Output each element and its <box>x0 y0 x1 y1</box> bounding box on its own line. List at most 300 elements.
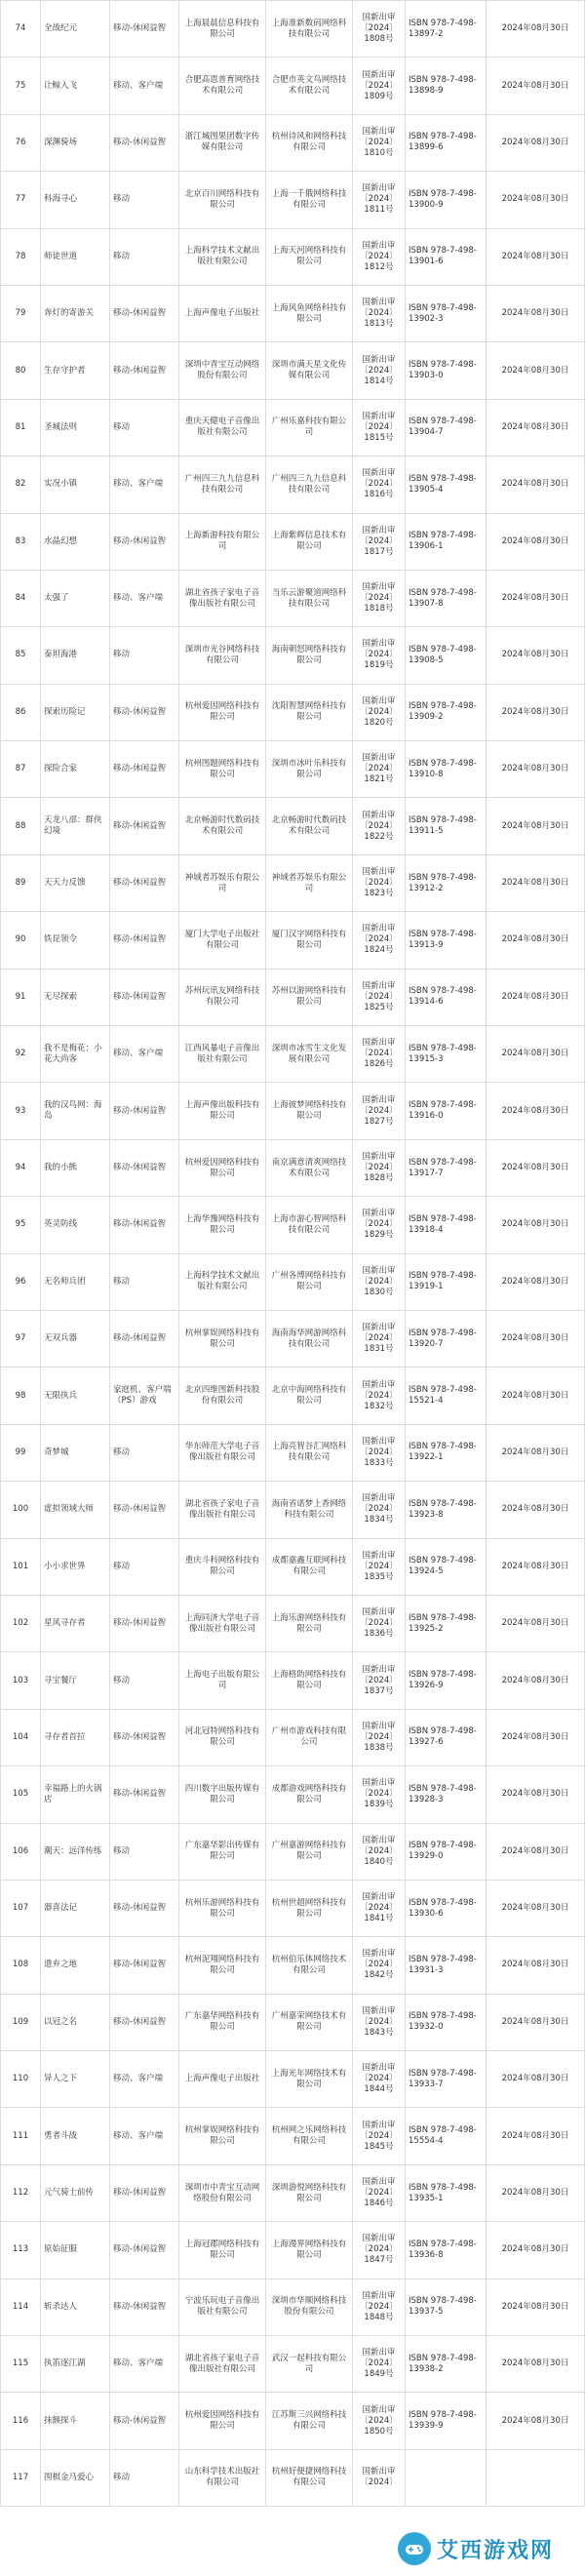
table-cell: 执笛逐江湖 <box>41 2336 110 2393</box>
table-cell: 上海冠郡网络科技有限公司 <box>179 2222 266 2279</box>
table-cell: 96 <box>1 1253 41 1310</box>
table-cell: 移动-休闲益智 <box>110 1994 179 2050</box>
table-cell: 移动 <box>110 1253 179 1310</box>
game-logo-icon <box>398 2532 431 2565</box>
table-cell: 我的小熊 <box>41 1139 110 1196</box>
table-body <box>1 1 585 2507</box>
table-cell: 上海光年网络技术有限公司 <box>266 2051 353 2108</box>
table-cell: 上海晨晨信息科技有限公司 <box>179 1 266 58</box>
table-cell: 全战纪元 <box>41 1 110 58</box>
table-cell: 2024年08月30日 <box>487 1880 585 1936</box>
table-cell: 86 <box>1 684 41 740</box>
table-cell: 95 <box>1 1197 41 1253</box>
table-cell: 无尽探索 <box>41 969 110 1025</box>
table-cell: 湖北省孩子家电子音像出版社有限公司 <box>179 2336 266 2393</box>
table-cell: ISBN 978-7-498-13935-1 <box>406 2164 487 2221</box>
table-cell: 深圳市满天星文化传媒有限公司 <box>266 342 353 399</box>
table-row <box>1 1880 585 1936</box>
table-cell: 上海市游心智网络科技有限公司 <box>266 1197 353 1253</box>
table-cell: 深圳市中青宝互动网络股份有限公司 <box>179 2164 266 2221</box>
table-cell: ISBN 978-7-498-13919-1 <box>406 1253 487 1310</box>
table-cell: 无双兵器 <box>41 1310 110 1367</box>
table-row <box>1 1026 585 1083</box>
table-cell: 国新出审〔2024〕1815号 <box>353 399 406 456</box>
table-cell: 2024年08月30日 <box>487 912 585 969</box>
table-cell: 成都嘉鑫互联网科技有限公司 <box>266 1538 353 1595</box>
table-cell: 上海天河网络科技有限公司 <box>266 228 353 285</box>
table-cell: 广州乐嘉科技有限公司 <box>266 399 353 456</box>
table-cell: 原始征服 <box>41 2222 110 2279</box>
table-cell: ISBN 978-7-498-13899-6 <box>406 114 487 171</box>
table-row <box>1 1139 585 1196</box>
table-cell: 神域者苏娱乐有限公司 <box>179 854 266 911</box>
table-cell: 异人之下 <box>41 2051 110 2108</box>
table-cell: ISBN 978-7-498-13901-6 <box>406 228 487 285</box>
table-cell: 生存守护者 <box>41 342 110 399</box>
table-cell: ISBN 978-7-498-13926-9 <box>406 1652 487 1709</box>
table-cell: 104 <box>1 1709 41 1765</box>
table-cell: ISBN 978-7-498-13915-3 <box>406 1026 487 1083</box>
table-cell: 国新出审〔2024〕1825号 <box>353 969 406 1025</box>
table-cell: 国新出审〔2024〕1820号 <box>353 684 406 740</box>
table-cell: 重庆天健电子音像出版社有限公司 <box>179 399 266 456</box>
table-cell: 杭州世超网络科技有限公司 <box>266 1880 353 1936</box>
table-cell: 广州市游戏科技有限公司 <box>266 1709 353 1765</box>
table-cell: 杭州诗风和网络科技有限公司 <box>266 114 353 171</box>
table-cell: 2024年08月30日 <box>487 2108 585 2164</box>
table-cell: 杭州泥翔网络科技有限公司 <box>179 1937 266 1994</box>
table-cell: 上海华豫网络科技有限公司 <box>179 1197 266 1253</box>
table-cell: 2024年08月30日 <box>487 1310 585 1367</box>
table-cell: 2024年08月30日 <box>487 2393 585 2449</box>
table-row <box>1 2336 585 2393</box>
table-cell: 移动、客户端 <box>110 570 179 626</box>
table-cell: 移动-休闲益智 <box>110 1139 179 1196</box>
table-cell: 2024年08月30日 <box>487 1709 585 1765</box>
table-row <box>1 2393 585 2449</box>
table-cell: 幸福路上的火锅店 <box>41 1766 110 1823</box>
table-cell: 江苏斯三兴网络科技有限公司 <box>266 2393 353 2449</box>
table-cell: 移动-休闲益智 <box>110 798 179 854</box>
table-cell: 圣城法则 <box>41 399 110 456</box>
table-cell: 上海漫界网络科技有限公司 <box>266 2222 353 2279</box>
table-cell: 移动-休闲益智 <box>110 342 179 399</box>
table-cell: ISBN 978-7-498-13907-8 <box>406 570 487 626</box>
table-cell: 国新出审〔2024〕1850号 <box>353 2393 406 2449</box>
table-cell: 116 <box>1 2393 41 2449</box>
table-cell: 移动 <box>110 1538 179 1595</box>
table-cell: ISBN 978-7-498-13897-2 <box>406 1 487 58</box>
table-cell: 2024年08月30日 <box>487 854 585 911</box>
table-cell: 上海声像电子出版社 <box>179 2051 266 2108</box>
table-cell: 移动-休闲益智 <box>110 1766 179 1823</box>
table-cell: ISBN 978-7-498-13911-5 <box>406 798 487 854</box>
table-cell: ISBN 978-7-498-13933-7 <box>406 2051 487 2108</box>
table-cell: 上海科学技术文献出版社有限公司 <box>179 228 266 285</box>
table-row <box>1 798 585 854</box>
table-cell: ISBN 978-7-498-13938-2 <box>406 2336 487 2393</box>
table-cell: 移动 <box>110 1424 179 1481</box>
table-cell: 国新出审〔2024〕1818号 <box>353 570 406 626</box>
table-cell: 移动-休闲益智 <box>110 912 179 969</box>
table-cell: 北京畅游时代数码技术有限公司 <box>266 798 353 854</box>
table-cell: 2024年08月30日 <box>487 1823 585 1880</box>
table-cell: 合肥高恩普育网络技术有限公司 <box>179 58 266 114</box>
table-cell: 以冠之名 <box>41 1994 110 2050</box>
table-cell: 91 <box>1 969 41 1025</box>
table-cell: 2024年08月30日 <box>487 1766 585 1823</box>
table-row <box>1 627 585 684</box>
table-cell: 移动-休闲益智 <box>110 1482 179 1538</box>
table-row <box>1 228 585 285</box>
table-row <box>1 1766 585 1823</box>
table-cell: 重庆斗科网络科技有限公司 <box>179 1538 266 1595</box>
table-cell: 国新出审〔2024〕1848号 <box>353 2279 406 2335</box>
table-cell: 2024年08月30日 <box>487 1 585 58</box>
table-cell: 112 <box>1 2164 41 2221</box>
table-cell: 94 <box>1 1139 41 1196</box>
table-cell: 斩杀达人 <box>41 2279 110 2335</box>
table-cell: 厦门大学电子出版社有限公司 <box>179 912 266 969</box>
table-cell: ISBN 978-7-498-15554-4 <box>406 2108 487 2164</box>
table-cell: 无限执兵 <box>41 1367 110 1424</box>
table-row <box>1 1197 585 1253</box>
table-cell: ISBN 978-7-498-13910-8 <box>406 741 487 798</box>
table-cell: 移动、客户端 <box>110 2336 179 2393</box>
table-cell: 我的汉鸟网：海岛 <box>41 1083 110 1139</box>
table-cell: 2024年08月30日 <box>487 1595 585 1651</box>
table-cell: 移动-休闲益智 <box>110 854 179 911</box>
table-cell: 81 <box>1 399 41 456</box>
table-cell: 北京畅游时代数码技术有限公司 <box>179 798 266 854</box>
table-cell: 四川数字出版传媒有限公司 <box>179 1766 266 1823</box>
table-row <box>1 285 585 341</box>
table-cell: 星风寻存者 <box>41 1595 110 1651</box>
table-cell: 上海亮智谷汇网络科技有限公司 <box>266 1424 353 1481</box>
table-cell: ISBN 978-7-498-13928-3 <box>406 1766 487 1823</box>
table-cell: 上海新游科技有限公司 <box>179 513 266 570</box>
table-cell: ISBN 978-7-498-13918-4 <box>406 1197 487 1253</box>
table-cell <box>406 2449 487 2506</box>
table-cell: 奇梦城 <box>41 1424 110 1481</box>
table-cell: 移动 <box>110 1652 179 1709</box>
table-cell: 移动 <box>110 2449 179 2506</box>
table-row <box>1 2279 585 2335</box>
table-cell: ISBN 978-7-498-13924-5 <box>406 1538 487 1595</box>
table-row <box>1 1994 585 2050</box>
table-cell: 武汉一起科技有限公司 <box>266 2336 353 2393</box>
table-cell: 移动-休闲益智 <box>110 2164 179 2221</box>
table-cell: 移动-休闲益智 <box>110 2222 179 2279</box>
table-row <box>1 456 585 513</box>
table-cell: 无名师兵团 <box>41 1253 110 1310</box>
table-cell: 广州嘉游网络科技有限公司 <box>266 1823 353 1880</box>
table-cell: 2024年08月30日 <box>487 2336 585 2393</box>
table-cell: 北京四维图新科技股份有限公司 <box>179 1367 266 1424</box>
table-cell: 家庭机、客户端（PS）游戏 <box>110 1367 179 1424</box>
watermark-text: 艾西游戏网 <box>437 2537 555 2563</box>
table-cell: 国新出审〔2024〕1842号 <box>353 1937 406 1994</box>
table-cell: 海南省诺梦上香网络科技有限公司 <box>266 1482 353 1538</box>
table-cell: 2024年08月30日 <box>487 1253 585 1310</box>
table-cell: 探险合家 <box>41 741 110 798</box>
table-cell: 国新出审〔2024〕1839号 <box>353 1766 406 1823</box>
table-cell: 98 <box>1 1367 41 1424</box>
table-cell: 杭州图题网络科技有限公司 <box>179 741 266 798</box>
table-cell: 科海寻心 <box>41 172 110 228</box>
table-cell: 我不是梅花：小花大尚客 <box>41 1026 110 1083</box>
table-cell: 寻存者首拉 <box>41 1709 110 1765</box>
table-cell: 上海风鱼网络科技有限公司 <box>266 285 353 341</box>
table-cell: ISBN 978-7-498-13914-6 <box>406 969 487 1025</box>
table-cell: ISBN 978-7-498-13906-1 <box>406 513 487 570</box>
table-cell: 移动、客户端 <box>110 2108 179 2164</box>
table-cell: 移动-休闲益智 <box>110 2279 179 2335</box>
table-cell: 76 <box>1 114 41 171</box>
table-cell: 移动-休闲益智 <box>110 1880 179 1936</box>
table-row <box>1 1823 585 1880</box>
table-cell: 113 <box>1 2222 41 2279</box>
table-cell: 杭州好便捷网络科技有限公司 <box>266 2449 353 2506</box>
table-cell: ISBN 978-7-498-13937-5 <box>406 2279 487 2335</box>
table-cell: 河北冠特网络科技有限公司 <box>179 1709 266 1765</box>
table-cell: 国新出审〔2024〕1814号 <box>353 342 406 399</box>
table-cell: 2024年08月30日 <box>487 285 585 341</box>
table-cell: 110 <box>1 2051 41 2108</box>
table-cell: 宁波乐玩电子音像出版社有限公司 <box>179 2279 266 2335</box>
table-cell: 2024年08月30日 <box>487 513 585 570</box>
table-cell: 神域者苏娱乐有限公司 <box>266 854 353 911</box>
table-cell: 移动-休闲益智 <box>110 1709 179 1765</box>
table-cell: 国新出审〔2024〕1829号 <box>353 1197 406 1253</box>
table-cell: ISBN 978-7-498-13923-8 <box>406 1482 487 1538</box>
table-row <box>1 1083 585 1139</box>
table-row <box>1 969 585 1025</box>
table-cell: ISBN 978-7-498-13927-6 <box>406 1709 487 1765</box>
table-cell: 水晶幻想 <box>41 513 110 570</box>
table-row <box>1 1367 585 1424</box>
table-cell: 85 <box>1 627 41 684</box>
table-cell: 117 <box>1 2449 41 2506</box>
table-cell: 国新出审〔2024〕1830号 <box>353 1253 406 1310</box>
table-cell: 100 <box>1 1482 41 1538</box>
table-cell: 国新出审〔2024〕1844号 <box>353 2051 406 2108</box>
table-cell: 深圳市冰雪生文化发展有限公司 <box>266 1026 353 1083</box>
table-cell: 国新出审〔2024〕1811号 <box>353 172 406 228</box>
table-cell: 合肥市英文鸟网络技术有限公司 <box>266 58 353 114</box>
table-cell: 国新出审〔2024〕1812号 <box>353 228 406 285</box>
table-cell: 2024年08月30日 <box>487 1139 585 1196</box>
table-cell: 国新出审〔2024〕1836号 <box>353 1595 406 1651</box>
table-cell: 2024年08月30日 <box>487 741 585 798</box>
table-cell: 杭州伯乐体网络技术有限公司 <box>266 1937 353 1994</box>
table-cell: 上海同济大学电子音像出版社有限公司 <box>179 1595 266 1651</box>
table-cell: ISBN 978-7-498-13904-7 <box>406 399 487 456</box>
table-row <box>1 1652 585 1709</box>
table-cell: 国新出审〔2024〕1849号 <box>353 2336 406 2393</box>
table-cell: ISBN 978-7-498-13922-1 <box>406 1424 487 1481</box>
table-cell: ISBN 978-7-498-13909-2 <box>406 684 487 740</box>
table-cell: ISBN 978-7-498-13925-2 <box>406 1595 487 1651</box>
table-cell: 国新出审〔2024〕1841号 <box>353 1880 406 1936</box>
table-row <box>1 58 585 114</box>
table-cell: ISBN 978-7-498-15521-4 <box>406 1367 487 1424</box>
table-cell: 国新出审〔2024〕1816号 <box>353 456 406 513</box>
table-row <box>1 1310 585 1367</box>
table-cell: 上海格助网络科技有限公司 <box>266 1652 353 1709</box>
table-cell: 84 <box>1 570 41 626</box>
table-cell: 山东科学技术出版社有限公司 <box>179 2449 266 2506</box>
table-cell: 潮天：远洋传练 <box>41 1823 110 1880</box>
table-cell: 移动 <box>110 228 179 285</box>
table-row <box>1 342 585 399</box>
table-cell: 湖北省孩子家电子音像出版社有限公司 <box>179 570 266 626</box>
table-cell: 国新出审〔2024〕1835号 <box>353 1538 406 1595</box>
table-cell: 移动-休闲益智 <box>110 1197 179 1253</box>
table-cell: 杭州掌娱网络科技有限公司 <box>179 2108 266 2164</box>
table-cell: 87 <box>1 741 41 798</box>
table-cell: 深圳中青宝互动网络股份有限公司 <box>179 342 266 399</box>
table-row <box>1 172 585 228</box>
table-cell: 移动 <box>110 1823 179 1880</box>
table-cell: 国新出审〔2024〕1831号 <box>353 1310 406 1367</box>
table-cell: 上海电子出版有限公司 <box>179 1652 266 1709</box>
table-row <box>1 2108 585 2164</box>
table-row <box>1 2449 585 2506</box>
table-cell: 围棋金马爱心 <box>41 2449 110 2506</box>
table-cell: 82 <box>1 456 41 513</box>
table-cell: 2024年08月30日 <box>487 114 585 171</box>
table-row <box>1 1937 585 1994</box>
table-cell: 江西风暴电子音像出版社有限公司 <box>179 1026 266 1083</box>
table-cell: 移动-休闲益智 <box>110 1 179 58</box>
table-cell: 当乐云游聚道网络科技有限公司 <box>266 570 353 626</box>
table-cell: 国新出审〔2024〕1837号 <box>353 1652 406 1709</box>
table-cell: 80 <box>1 342 41 399</box>
table-cell: 移动-休闲益智 <box>110 1083 179 1139</box>
table-cell: 国新出审〔2024〕1828号 <box>353 1139 406 1196</box>
table-cell: 海南海华网游网络科技有限公司 <box>266 1310 353 1367</box>
table-cell: 111 <box>1 2108 41 2164</box>
table-cell: 2024年08月30日 <box>487 798 585 854</box>
table-cell: 移动-休闲益智 <box>110 741 179 798</box>
table-cell: 浙江城图果团数字传媒有限公司 <box>179 114 266 171</box>
table-cell: 102 <box>1 1595 41 1651</box>
table-cell: 77 <box>1 172 41 228</box>
site-watermark <box>398 2529 579 2568</box>
table-cell: 移动-休闲益智 <box>110 2393 179 2449</box>
table-row <box>1 2164 585 2221</box>
table-cell: 移动-休闲益智 <box>110 1937 179 1994</box>
table-cell: 97 <box>1 1310 41 1367</box>
table-cell: 南京满意清爽网络技术有限公司 <box>266 1139 353 1196</box>
table-cell: 74 <box>1 1 41 58</box>
table-cell: 上海科学技术文献出版社有限公司 <box>179 1253 266 1310</box>
table-cell <box>487 2449 585 2506</box>
table-cell: 国新出审〔2024〕1822号 <box>353 798 406 854</box>
table-row <box>1 2222 585 2279</box>
table-cell: ISBN 978-7-498-13931-3 <box>406 1937 487 1994</box>
table-cell: 89 <box>1 854 41 911</box>
table-cell: 2024年08月30日 <box>487 1937 585 1994</box>
table-cell: 国新出审〔2024〕1847号 <box>353 2222 406 2279</box>
table-cell: 上海乐游网络科技有限公司 <box>266 1595 353 1651</box>
table-row <box>1 399 585 456</box>
table-cell: 小小求世界 <box>41 1538 110 1595</box>
table-cell: 2024年08月30日 <box>487 684 585 740</box>
table-cell: 广州四三九九信息科技有限公司 <box>179 456 266 513</box>
table-cell: 2024年08月30日 <box>487 342 585 399</box>
table-cell: 国新出审〔2024〕1826号 <box>353 1026 406 1083</box>
table-cell: 国新出审〔2024〕1834号 <box>353 1482 406 1538</box>
table-cell: 苏州以游网络科技有限公司 <box>266 969 353 1025</box>
table-cell: 上海声像出版科技有限公司 <box>179 1083 266 1139</box>
table-row <box>1 2051 585 2108</box>
table-row <box>1 570 585 626</box>
table-cell: 国新出审〔2024〕1810号 <box>353 114 406 171</box>
table-cell: 2024年08月30日 <box>487 2222 585 2279</box>
table-cell: ISBN 978-7-498-13902-3 <box>406 285 487 341</box>
table-row <box>1 1538 585 1595</box>
table-cell: 移动 <box>110 399 179 456</box>
table-cell: 107 <box>1 1880 41 1936</box>
table-cell: 92 <box>1 1026 41 1083</box>
table-cell: 移动-休闲益智 <box>110 513 179 570</box>
table-cell: 器喜法记 <box>41 1880 110 1936</box>
table-cell: 国新出审〔2024〕1817号 <box>353 513 406 570</box>
table-cell: 厦门汉字网络科技有限公司 <box>266 912 353 969</box>
table-cell: 上海声像电子出版社 <box>179 285 266 341</box>
table-cell: 移动、客户端 <box>110 456 179 513</box>
table-cell: ISBN 978-7-498-13917-7 <box>406 1139 487 1196</box>
table-cell: 上海准新数码网络科技有限公司 <box>266 1 353 58</box>
table-cell: 88 <box>1 798 41 854</box>
table-cell: 广州各博网络科技有限公司 <box>266 1253 353 1310</box>
table-cell: 106 <box>1 1823 41 1880</box>
table-cell: 天龙八部：群侠幻境 <box>41 798 110 854</box>
table-cell: 2024年08月30日 <box>487 172 585 228</box>
table-cell: 国新出审〔2024〕1833号 <box>353 1424 406 1481</box>
table-cell: 移动 <box>110 627 179 684</box>
table-cell: 国新出审〔2024〕1809号 <box>353 58 406 114</box>
table-cell: 2024年08月30日 <box>487 58 585 114</box>
table-row <box>1 1253 585 1310</box>
table-cell: 2024年08月30日 <box>487 2279 585 2335</box>
table-cell: 2024年08月30日 <box>487 1197 585 1253</box>
table-cell: 国新出审〔2024〕1808号 <box>353 1 406 58</box>
table-cell: 2024年08月30日 <box>487 1538 585 1595</box>
table-row <box>1 912 585 969</box>
table-cell: 深渊骑场 <box>41 114 110 171</box>
table-cell: 英灵防线 <box>41 1197 110 1253</box>
table-cell: 2024年08月30日 <box>487 1083 585 1139</box>
table-row <box>1 513 585 570</box>
table-cell: 湖北省孩子家电子音像出版社有限公司 <box>179 1482 266 1538</box>
table-cell: 铁昆领令 <box>41 912 110 969</box>
table-cell: ISBN 978-7-498-13936-8 <box>406 2222 487 2279</box>
table-cell: 国新出审〔2024〕1823号 <box>353 854 406 911</box>
table-cell: ISBN 978-7-498-13912-2 <box>406 854 487 911</box>
table-cell: 深圳市光谷网络科技有限公司 <box>179 627 266 684</box>
table-cell: ISBN 978-7-498-13916-0 <box>406 1083 487 1139</box>
table-cell: 深圳游悦网络科技有限公司 <box>266 2164 353 2221</box>
table-cell: 国新出审〔2024〕1821号 <box>353 741 406 798</box>
table-cell: 实况小镇 <box>41 456 110 513</box>
table-cell: ISBN 978-7-498-13930-6 <box>406 1880 487 1936</box>
table-cell: 成都游戏网络科技有限公司 <box>266 1766 353 1823</box>
table-cell: ISBN 978-7-498-13920-7 <box>406 1310 487 1367</box>
table-cell: 移动-休闲益智 <box>110 1310 179 1367</box>
